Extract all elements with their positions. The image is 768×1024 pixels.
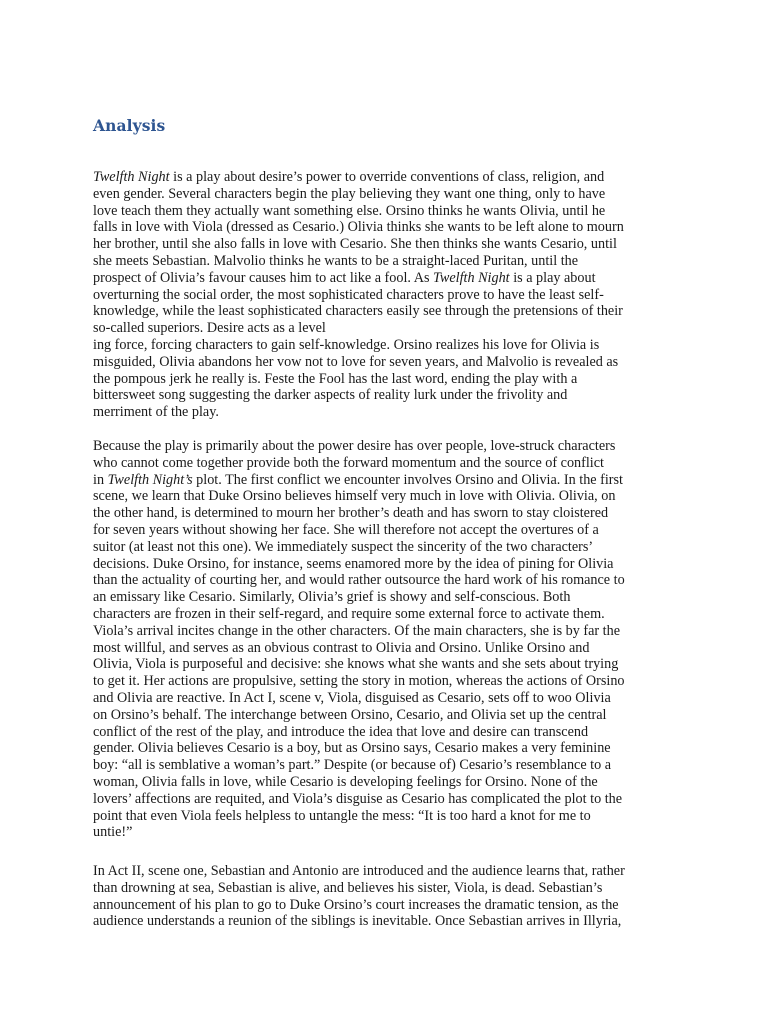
- text-line: [93, 556, 693, 573]
- text-line: [93, 371, 693, 388]
- text-line: [93, 219, 693, 236]
- text-line: [93, 880, 693, 897]
- text-run: the other hand, is determined to mourn her brother’s death and has sworn to stay cloistered: [93, 505, 609, 522]
- text-line: [93, 656, 693, 673]
- text-run: Olivia, Viola is purposeful and decisive: she knows what she wants and she sets about trying: [93, 656, 619, 673]
- text-line: [93, 724, 693, 741]
- text-line: [93, 337, 693, 354]
- text-line: [93, 690, 693, 707]
- text-line: [93, 472, 693, 489]
- text-run: lovers’ affections are requited, and Viola’s disguise as Cesario has complicated the plot to the: [93, 790, 623, 807]
- text-line: [93, 455, 693, 472]
- text-line: [93, 623, 693, 640]
- text-run: to get it. Her actions are propulsive, setting the story in motion, whereas the actions of Orsino: [93, 673, 625, 690]
- text-line: [93, 404, 693, 421]
- text-run: and Olivia are reactive. In Act I, scene v, Viola, disguised as Cesario, sets off to woo Olivia: [93, 689, 611, 706]
- text-line: [93, 707, 693, 724]
- text-run: falls in love with Viola (dressed as Cesario.) Olivia thinks she wants to be left alone to mourn: [93, 219, 624, 236]
- text-run: even gender. Several characters begin the play believing they want one thing, only to have: [93, 185, 606, 202]
- text-line: [93, 488, 693, 505]
- text-run: she meets Sebastian. Malvolio thinks he wants to be a straight-laced Puritan, until the: [93, 252, 579, 269]
- text-run: merriment of the play.: [93, 404, 219, 421]
- text-line: [93, 505, 693, 522]
- text-line: [93, 253, 693, 270]
- text-line: [93, 824, 693, 841]
- paragraph-desire-theme: [93, 169, 693, 421]
- text-line: [93, 169, 693, 186]
- text-line: [93, 774, 693, 791]
- text-run: woman, Olivia falls in love, while Cesario is developing feelings for Orsino. None of the: [93, 773, 598, 790]
- text-run: point that even Viola feels helpless to untangle the mess: “It is too hard a knot for me to: [93, 807, 591, 824]
- italic-title: Twelfth Night’s: [107, 471, 193, 488]
- text-run: plot. The first conflict we encounter involves Orsino and Olivia. In the first: [192, 471, 623, 488]
- text-line: [93, 203, 693, 220]
- paragraph-act-two: [93, 863, 693, 930]
- text-run: so-called superiors. Desire acts as a level: [93, 320, 326, 337]
- text-line: [93, 589, 693, 606]
- text-line: [93, 539, 693, 556]
- text-run: overturning the social order, the most sophisticated characters prove to have the least self-: [93, 286, 604, 303]
- text-run: conflict of the rest of the play, and introduce the idea that love and desire can transcend: [93, 723, 589, 740]
- text-run: most willful, and serves as an obvious contrast to Olivia and Orsino. Unlike Orsino and: [93, 639, 590, 656]
- text-run: untie!”: [93, 824, 133, 841]
- text-run: the pompous jerk he really is. Feste the Fool has the last word, ending the play with a: [93, 370, 578, 387]
- text-line: [93, 320, 693, 337]
- text-run: who cannot come together provide both the forward momentum and the source of conflict: [93, 454, 604, 471]
- text-run: is a play about desire’s power to override conventions of class, religion, and: [169, 169, 605, 185]
- text-run: suitor (at least not this one). We immediately suspect the sincerity of the two characters’: [93, 538, 594, 555]
- italic-title: Twelfth Night: [433, 269, 510, 286]
- italic-title: Twelfth Night: [93, 169, 170, 185]
- text-line: [93, 287, 693, 304]
- text-line: [93, 757, 693, 774]
- text-line: [93, 913, 693, 930]
- text-line: [93, 673, 693, 690]
- text-line: [93, 640, 693, 657]
- text-run: in: [93, 471, 108, 488]
- text-run: audience understands a reunion of the siblings is inevitable. Once Sebastian arrives in Illyria,: [93, 913, 622, 930]
- text-run: an emissary like Cesario. Similarly, Olivia’s grief is showy and self-conscious. Both: [93, 589, 571, 606]
- section-heading: Analysis: [93, 116, 166, 135]
- paragraph-conflict: [93, 438, 693, 841]
- text-run: is a play about: [509, 269, 596, 286]
- text-line: [93, 791, 693, 808]
- text-line: [93, 354, 693, 371]
- text-run: misguided, Olivia abandons her vow not to love for seven years, and Malvolio is revealed as: [93, 353, 619, 370]
- text-run: decisions. Duke Orsino, for instance, seems enamored more by the idea of pining for Olivia: [93, 555, 614, 572]
- text-line: [93, 270, 693, 287]
- text-line: [93, 897, 693, 914]
- text-run: on Orsino’s behalf. The interchange between Orsino, Cesario, and Olivia set up the central: [93, 706, 607, 723]
- text-run: Viola’s arrival incites change in the other characters. Of the main characters, she is by far the: [93, 622, 621, 639]
- text-line: [93, 387, 693, 404]
- text-line: [93, 606, 693, 623]
- text-run: ing force, forcing characters to gain self-knowledge. Orsino realizes his love for Olivia is: [93, 336, 600, 353]
- text-line: [93, 808, 693, 825]
- text-run: announcement of his plan to go to Duke Orsino’s court increases the dramatic tension, as the: [93, 896, 619, 913]
- text-line: [93, 438, 693, 455]
- text-run: prospect of Olivia’s favour causes him to act like a fool. As: [93, 269, 434, 286]
- text-run: Because the play is primarily about the power desire has over people, love-struck characters: [93, 438, 616, 454]
- text-line: [93, 186, 693, 203]
- text-line: [93, 740, 693, 757]
- text-line: [93, 236, 693, 253]
- text-run: than drowning at sea, Sebastian is alive, and believes his sister, Viola, is dead. Sebastian’s: [93, 879, 603, 896]
- text-line: [93, 303, 693, 320]
- text-line: [93, 863, 693, 880]
- text-run: love teach them they actually want something else. Orsino thinks he wants Olivia, until he: [93, 202, 606, 219]
- text-line: [93, 572, 693, 589]
- text-run: for seven years without showing her face. She will therefore not accept the overtures of a: [93, 521, 599, 538]
- text-line: [93, 522, 693, 539]
- text-run: bittersweet song suggesting the darker aspects of reality lurk under the frivolity and: [93, 387, 568, 404]
- text-run: characters are frozen in their self-regard, and require some external force to activate them.: [93, 605, 605, 622]
- text-run: In Act II, scene one, Sebastian and Antonio are introduced and the audience learns that, rather: [93, 863, 625, 879]
- text-run: scene, we learn that Duke Orsino believes himself very much in love with Olivia. Olivia, on: [93, 488, 616, 505]
- text-run: boy: “all is semblative a woman’s part.” Despite (or because of) Cesario’s resemblance to a: [93, 757, 612, 774]
- text-run: gender. Olivia believes Cesario is a boy, but as Orsino says, Cesario makes a very feminine: [93, 740, 611, 757]
- text-run: her brother, until she also falls in love with Cesario. She then thinks she wants Cesario, until: [93, 236, 617, 253]
- text-run: knowledge, while the least sophisticated characters easily see through the pretensions of their: [93, 303, 623, 320]
- text-run: than the actuality of courting her, and would rather outsource the hard work of his romance to: [93, 572, 625, 589]
